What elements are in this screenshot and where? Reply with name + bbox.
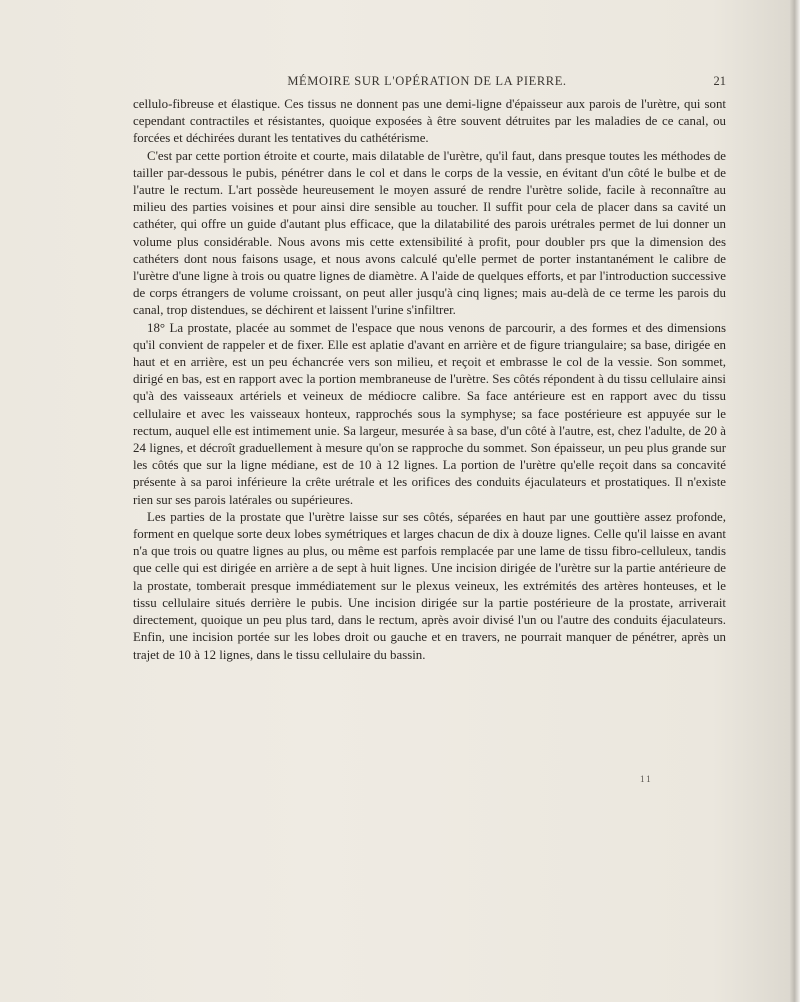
paragraph-1: cellulo-fibreuse et élastique. Ces tissus ne donnent pas une demi-ligne d'épaisseur aux parois de l'urètre, qui sont cependant contractiles et résistantes, quoique exposées à être souvent détruites par les maladies de ce canal, ou forcées et déchirées durant les tentatives du cathétérisme. (133, 97, 726, 146)
signature-mark: 11 (640, 774, 653, 784)
page-header (128, 74, 726, 94)
paragraph-2: C'est par cette portion étroite et courte, mais dilatable de l'urètre, qu'il faut, dans presque toutes les méthodes de tailler par-dessous le pubis, pénétrer dans le col et dans le corps de la vessie, en évitant d'un côté le bulbe et de l'autre le rectum. L'art possède heureusement le moyen assuré de rendre l'urètre solide, facile à reconnaître au milieu des parties voisines et pour ainsi dire sensible au toucher. Il suffit pour cela de placer dans sa cavité un cathéter, qui offre un guide d'autant plus efficace, que la dilatabilité des parois urétrales permet de lui donner un volume plus considérable. Nous avons mis cette extensibilité à profit, pour doubler prs que la dimension des cathéters dont nous faisons usage, et nous avons calculé qu'elle permet de porter instantanément le calibre de l'urètre d'une ligne à trois ou quatre lignes de diamètre. A l'aide de quelques efforts, et par l'introduction successive de corps étrangers de volume croissant, on peut aller jusqu'à cinq lignes; mais au-delà de ce terme les parois du canal, trop distendues, se déchirent et laissent l'urine s'infiltrer. (133, 148, 726, 318)
body-text (133, 96, 726, 664)
paragraph-4: Les parties de la prostate que l'urètre laisse sur ses côtés, séparées en haut par une gouttière assez profonde, forment en quelque sorte deux lobes symétriques et larges chacun de dix à douze lignes. Celle qu'il laisse en avant n'a que trois ou quatre lignes au plus, ou même est parfois remplacée par une lame de tissu fibro-celluleux, tandis que celle qui est dirigée en arrière a de sept à huit lignes. Une incision dirigée de l'urètre sur la partie antérieure de la prostate, tomberait presque immédiatement sur le plexus veineux, les extrémités des artères honteuses, et le tissu cellulaire situés derrière le pubis. Une incision dirigée sur la partie postérieure de la prostate, arriverait directement, quoique un peu plus tard, dans le rectum, après avoir divisé l'un ou l'autre des conduits éjaculateurs. Enfin, une incision portée sur les lobes droit ou gauche et en travers, ne pourrait manquer de pénétrer, après un trajet de 10 à 12 lignes, dans le tissu cellulaire du bassin. (133, 509, 726, 662)
binding-edge (790, 0, 800, 1002)
running-title: MÉMOIRE SUR L'OPÉRATION DE LA PIERRE. (287, 74, 567, 88)
page-number: 21 (713, 74, 726, 88)
paragraph-3: 18° La prostate, placée au sommet de l'espace que nous venons de parcourir, a des formes et des dimensions qu'il convient de rappeler et de fixer. Elle est aplatie d'avant en arrière et de figure triangulaire; sa base, dirigée en haut et en arrière, est un peu échancrée vers son milieu, et reçoit et embrasse le col de la vessie. Son sommet, dirigé en bas, est en rapport avec la portion membraneuse de l'urètre. Ses côtés répondent à du tissu cellulaire ainsi qu'à des vaisseaux artériels et veineux de médiocre calibre. Sa face antérieure est en rapport avec du tissu cellulaire et avec les vaisseaux honteux, rapprochés sous la symphyse; sa face postérieure est appuyée sur le rectum, auquel elle est intimement unie. Sa largeur, mesurée à sa base, d'un côté à l'autre, est, chez l'adulte, de 20 à 24 lignes, et décroît graduellement à mesure qu'on se rapproche du sommet. Son épaisseur, un peu plus grande sur les côtés que sur la ligne médiane, est de 10 à 12 lignes. La portion de l'urètre qu'elle reçoit dans sa concavité présente à sa paroi inférieure la crête urétrale et les orifices des conduits éjaculateurs et prostatiques. Il n'existe rien sur ses parois latérales ou supérieures. (133, 320, 726, 507)
